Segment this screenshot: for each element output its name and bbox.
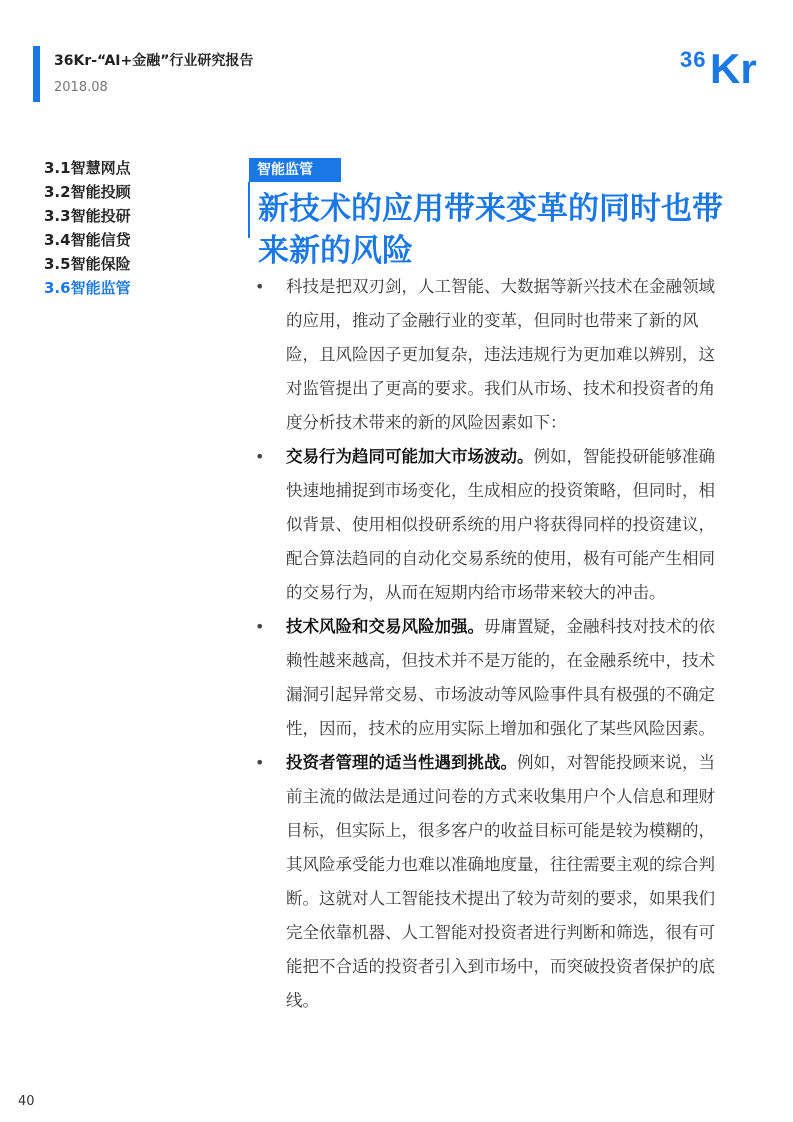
- logo-prefix: 36: [680, 47, 707, 72]
- bullet-list: [252, 270, 726, 1018]
- toc-item-3-5[interactable]: 3.5智能保险: [44, 255, 131, 273]
- section-toc: [44, 156, 154, 300]
- bullet-item: [252, 440, 726, 610]
- bullet-item: [252, 746, 726, 1018]
- bullet-item: [252, 270, 726, 440]
- logo-main: Kr: [710, 45, 757, 92]
- bullet-lead: 交易行为趋同可能加大市场波动。: [286, 447, 534, 466]
- bullet-text: 例如，对智能投顾来说，当前主流的做法是通过问卷的方式来收集用户个人信息和理财目标，但实际上，很多客户的收益目标可能是较为模糊的，其风险承受能力也难以准确地度量，往往需要主观的综合判断。这就对人工智能技术提出了较为苛刻的要求，如果我们完全依靠机器、人工智能对投资者进行判断和筛选，很有可能把不合适的投资者引入到市场中，而突破投资者保护的底线。: [286, 753, 715, 1010]
- bullet-dot: •: [255, 753, 265, 772]
- bullet-dot: •: [255, 447, 265, 466]
- toc-item-3-3[interactable]: 3.3智能投研: [44, 207, 131, 225]
- section-tag: 智能监管: [249, 158, 341, 182]
- bullet-lead: 技术风险和交易风险加强。: [286, 617, 484, 636]
- toc-item-3-6[interactable]: 3.6智能监管: [44, 279, 131, 297]
- toc-item-3-2[interactable]: 3.2智能投顾: [44, 183, 131, 201]
- page-number: 40: [18, 1094, 35, 1109]
- bullet-dot: •: [255, 617, 265, 636]
- toc-item-3-4[interactable]: 3.4智能信贷: [44, 231, 131, 249]
- bullet-text: 例如，智能投研能够准确快速地捕捉到市场变化，生成相应的投资策略，但同时，相似背景、使用相似投研系统的用户将获得同样的投资建议，配合算法趋同的自动化交易系统的使用，极有可能产生相同的交易行为，从而在短期内给市场带来较大的冲击。: [286, 447, 715, 602]
- page-title: 新技术的应用带来变革的同时也带来新的风险: [258, 191, 723, 269]
- bullet-dot: •: [255, 277, 265, 296]
- bullet-item: [252, 610, 726, 746]
- report-date: 2018.08: [54, 80, 108, 95]
- title-divider: [248, 182, 250, 238]
- toc-item-3-1[interactable]: 3.1智慧网点: [44, 159, 131, 177]
- header-accent-bar: [33, 46, 40, 102]
- report-title: 36Kr-“AI+金融”行业研究报告: [54, 53, 254, 69]
- bullet-text: 科技是把双刃剑，人工智能、大数据等新兴技术在金融领域的应用，推动了金融行业的变革，但同时也带来了新的风险，且风险因子更加复杂，违法违规行为更加难以辨别，这对监管提出了更高的要求。我们从市场、技术和投资者的角度分析技术带来的新的风险因素如下：: [286, 277, 715, 432]
- brand-logo: [680, 43, 764, 95]
- bullet-text: 毋庸置疑，金融科技对技术的依赖性越来越高，但技术并不是万能的，在金融系统中，技术漏洞引起异常交易、市场波动等风险事件具有极强的不确定性，因而，技术的应用实际上增加和强化了某些风险因素。: [286, 617, 715, 738]
- bullet-lead: 投资者管理的适当性遇到挑战。: [286, 753, 517, 772]
